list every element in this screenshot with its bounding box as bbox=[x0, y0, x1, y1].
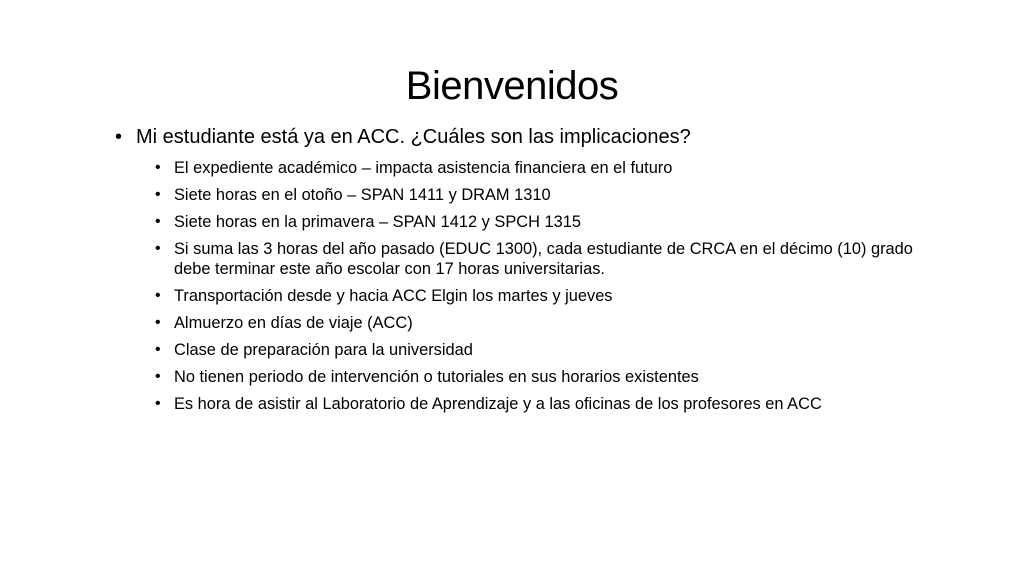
slide-title: Bienvenidos bbox=[405, 64, 619, 108]
bullet-list bbox=[112, 122, 952, 421]
sub-bullet-item bbox=[150, 239, 952, 279]
sub-bullet-item bbox=[150, 212, 952, 232]
sub-bullet-text: Clase de preparación para la universidad bbox=[174, 341, 473, 359]
sub-bullet-text: Transportación desde y hacia ACC Elgin los martes y jueves bbox=[174, 287, 613, 305]
sub-bullet-text: Almuerzo en días de viaje (ACC) bbox=[174, 314, 413, 332]
bullet-icon: • bbox=[155, 213, 161, 230]
sub-bullet-item bbox=[150, 367, 952, 387]
sub-bullet-text: Si suma las 3 horas del año pasado (EDUC 1300), cada estudiante de CRCA en el décimo (10) grado debe terminar este año escolar con 17 horas universitarias. bbox=[174, 240, 913, 278]
bullet-icon: • bbox=[155, 368, 161, 385]
sub-bullet-text: No tienen periodo de intervención o tutoriales en sus horarios existentes bbox=[174, 368, 699, 386]
sub-bullet-item bbox=[150, 286, 952, 306]
bullet-icon: • bbox=[155, 341, 161, 358]
sub-bullet-item bbox=[150, 158, 952, 178]
bullet-icon: • bbox=[155, 186, 161, 203]
bullet-icon: • bbox=[155, 287, 161, 304]
main-bullet bbox=[112, 122, 952, 152]
main-bullet-text: Mi estudiante está ya en ACC. ¿Cuáles son las implicaciones? bbox=[136, 126, 691, 148]
sub-bullet-item bbox=[150, 340, 952, 360]
sub-bullet-text: Es hora de asistir al Laboratorio de Aprendizaje y a las oficinas de los profesores en ACC bbox=[174, 395, 822, 413]
sub-bullet-text: Siete horas en el otoño – SPAN 1411 y DRAM 1310 bbox=[174, 186, 551, 204]
sub-bullet-text: El expediente académico – impacta asistencia financiera en el futuro bbox=[174, 159, 673, 177]
sub-bullet-item bbox=[150, 313, 952, 333]
bullet-icon: • bbox=[155, 159, 161, 176]
bullet-icon: • bbox=[155, 314, 161, 331]
sub-bullet-item bbox=[150, 394, 952, 414]
bullet-icon: • bbox=[115, 126, 123, 148]
bullet-icon: • bbox=[155, 395, 161, 412]
sub-bullet-list bbox=[112, 158, 952, 414]
bullet-icon: • bbox=[155, 240, 161, 257]
sub-bullet-item bbox=[150, 185, 952, 205]
sub-bullet-text: Siete horas en la primavera – SPAN 1412 y SPCH 1315 bbox=[174, 213, 581, 231]
